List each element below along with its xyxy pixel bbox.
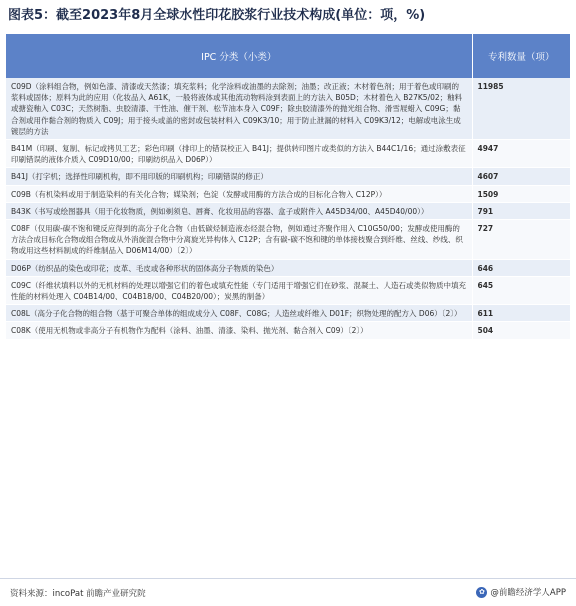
ipc-desc: C09D（涂料组合物，例如色漆、清漆或天然漆；填充浆料；化学涂料或油墨的去除剂；油墨；改正液；木材着色剂；用于着色或印刷的浆料或固体；原料为此的应用（化妆品入 A61K，一般将液体或其他流动物料涂到表面上的方法入 B05D；木材着色入 B27K5/02；釉料或搪瓷釉入 C03C；天然树脂、虫胶清漆、干性油、催干剂、松节油本身入 C09F；除虫胶清漆外的抛光组合物、滑雪屐蜡入 C09G；黏合剂或用作黏合剂的物质入 C09J；用于接头或盖的密封或包装材料入 C09K3/10；用于防止泄漏的材料入 C09K3/12；电解或电泳生成镀层的方法 xyxy=(6,78,472,140)
patent-count: 645 xyxy=(472,276,570,304)
ipc-desc: C08K（使用无机物或非高分子有机物作为配料（涂料、油墨、清漆、染料、抛光剂、黏合剂入 C09）〔2〕） xyxy=(6,322,472,339)
table-row xyxy=(6,276,570,304)
table-row xyxy=(6,305,570,322)
ipc-desc: C08F（仅用碳-碳不饱和键反应得到的高分子化合物（由低碳烃制造液态烃混合物，例如通过齐聚作用入 C10G50/00；发酵或使用酶的方法合成目标化合物或组合物或从外消旋混合物中分离旋光异构体入 C12P；含有碳-碳不饱和键的单体接枝聚合到纤维、丝线、纱线、织物或用这些材料制成的纤维制品入 D06M14/00）〔2〕） xyxy=(6,220,472,260)
qianzhan-logo-icon: ✿ xyxy=(476,587,487,598)
patent-count: 611 xyxy=(472,305,570,322)
table-row xyxy=(6,322,570,339)
table-header-row xyxy=(6,34,570,78)
patent-count: 4947 xyxy=(472,140,570,168)
brand xyxy=(476,586,566,598)
ipc-desc: B43K（书写或绘图器具（用于化妆物质，例如剃须皂、唇膏、化妆用品的容器、盒子或附件入 A45D34/00、A45D40/00）） xyxy=(6,202,472,219)
ipc-desc: B41J（打字机；选择性印刷机构，即不用印版的印刷机构；印刷错误的修正） xyxy=(6,168,472,185)
page-title: 图表5：截至2023年8月全球水性印花胶浆行业技术构成(单位：项，%) xyxy=(8,8,426,23)
table-row xyxy=(6,78,570,140)
patent-count: 646 xyxy=(472,259,570,276)
table-row xyxy=(6,140,570,168)
ipc-desc: C08L（高分子化合物的组合物（基于可聚合单体的组成成分入 C08F、C08G；人造丝或纤维入 D01F；织物处理的配方入 D06）〔2〕） xyxy=(6,305,472,322)
patent-count: 727 xyxy=(472,220,570,260)
table-row xyxy=(6,259,570,276)
ipc-desc: D06P（纺织品的染色或印花；皮革、毛皮或各种形状的固体高分子物质的染色） xyxy=(6,259,472,276)
table-row xyxy=(6,168,570,185)
brand-label: @前瞻经济学人APP xyxy=(490,588,566,598)
footer xyxy=(0,578,576,606)
header-ipc: IPC 分类（小类） xyxy=(6,34,472,78)
ipc-desc: C09C（纤维状填料以外的无机材料的处理以增强它们的着色或填充性能（专门适用于增强它们在砂浆、混凝土、人造石或类似物质中填充性能的材料处理入 C04B14/00、C04B18/00、C04B20/00）；炭黑的制备） xyxy=(6,276,472,304)
ipc-desc: C09B（有机染料或用于制造染料的有关化合物；媒染剂；色淀（发酵或用酶的方法合成的目标化合物入 C12P）） xyxy=(6,185,472,202)
table-row xyxy=(6,220,570,260)
source-note: 资料来源：incoPat 前瞻产业研究院 xyxy=(10,589,146,599)
table-row xyxy=(6,185,570,202)
ipc-table xyxy=(6,34,570,340)
header-count: 专利数量（项） xyxy=(472,34,570,78)
patent-count: 791 xyxy=(472,202,570,219)
table-row xyxy=(6,202,570,219)
patent-count: 504 xyxy=(472,322,570,339)
patent-count: 1509 xyxy=(472,185,570,202)
technology-table xyxy=(6,34,570,340)
ipc-desc: B41M（印刷、复制、标记或拷贝工艺；彩色印刷（排印上的错误校正入 B41J；提供转印图片或类似的方法入 B44C1/16；通过涂敷表征印刷错误的液体介质入 C09D10/00；印刷纺织品入 D06P）） xyxy=(6,140,472,168)
patent-count: 11985 xyxy=(472,78,570,140)
patent-count: 4607 xyxy=(472,168,570,185)
